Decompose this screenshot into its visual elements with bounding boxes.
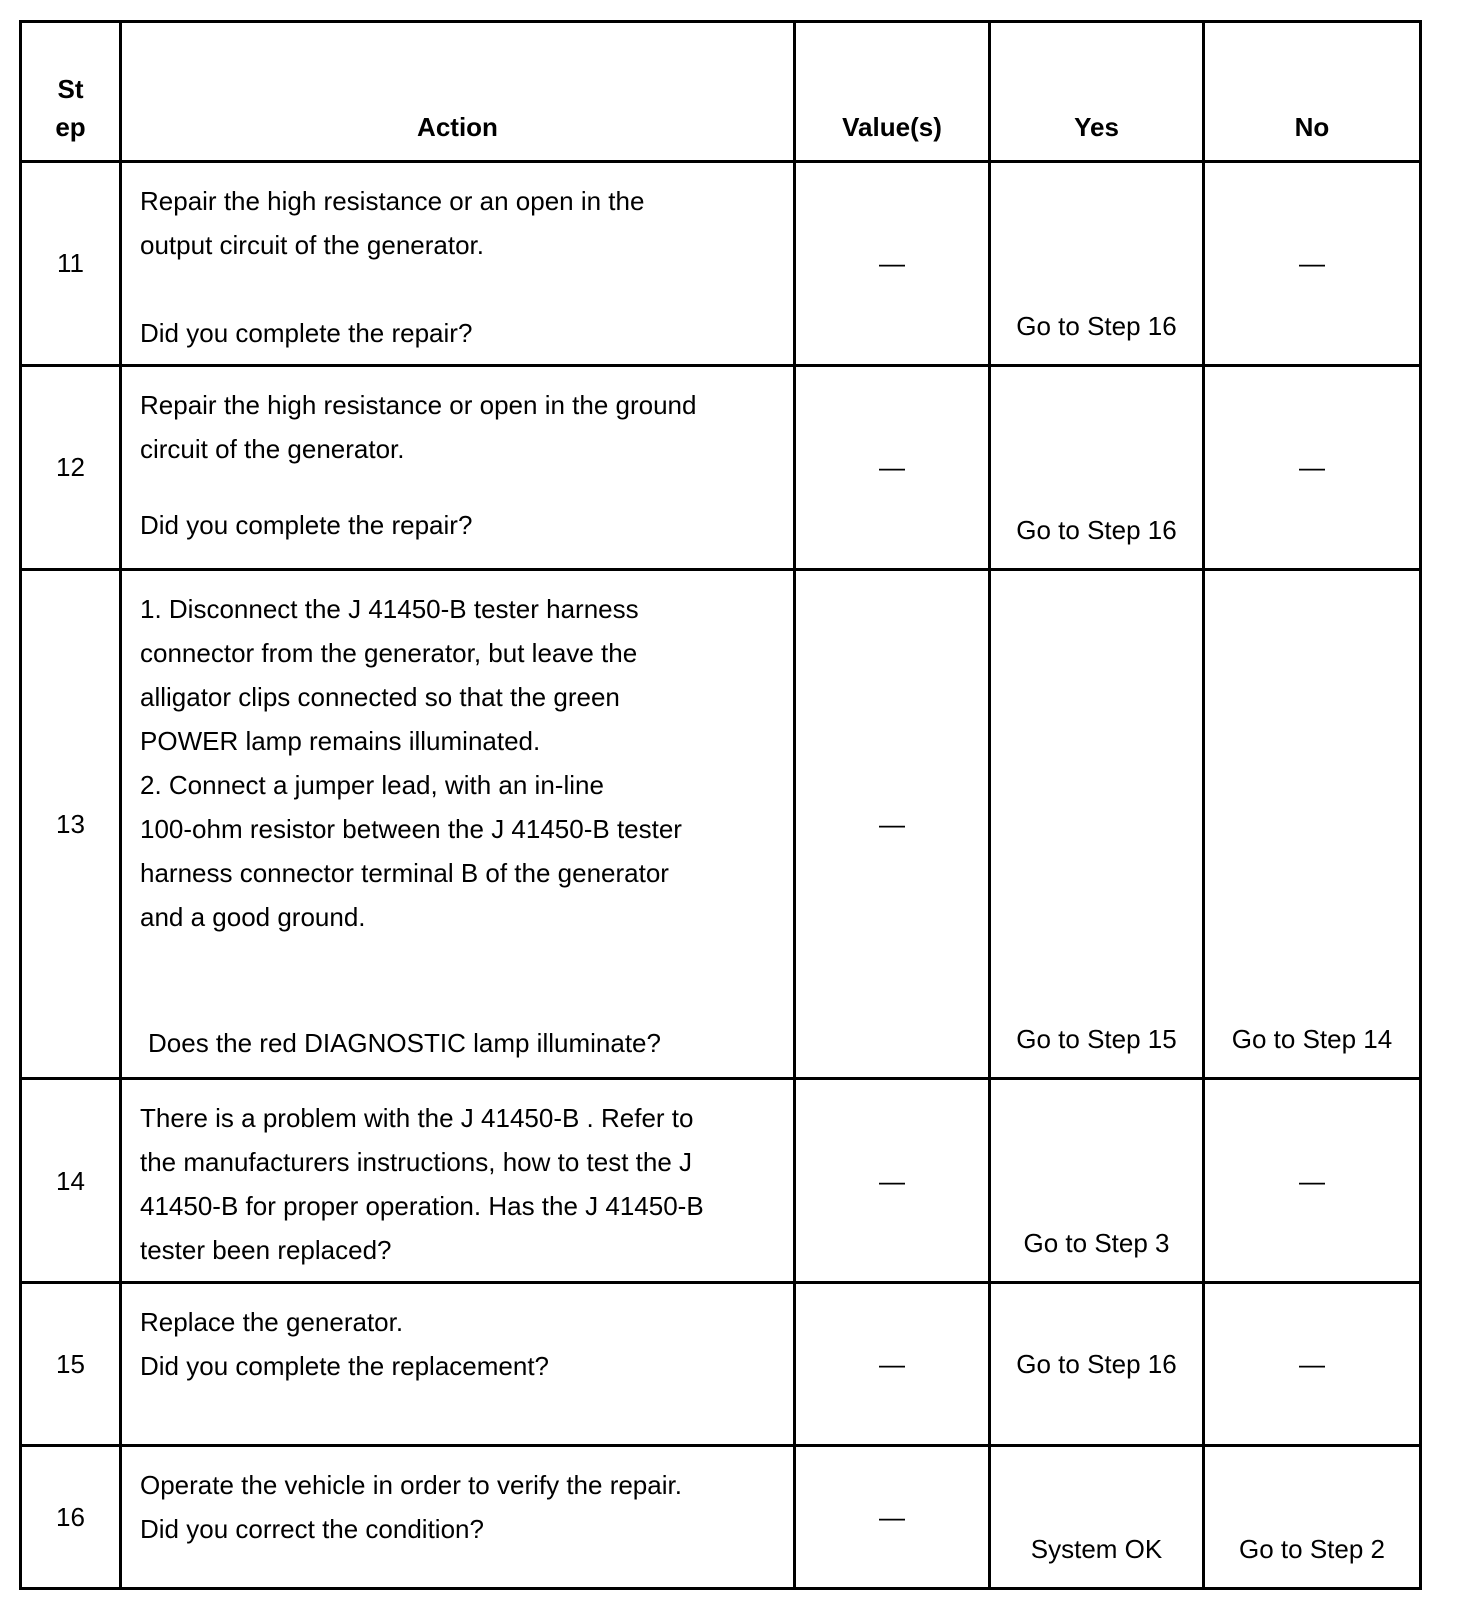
action-line: 1. Disconnect the J 41450-B tester harness — [140, 593, 639, 624]
yes-cell — [990, 1079, 1204, 1283]
action-question: Does the red DIAGNOSTIC lamp illuminate? — [148, 1027, 661, 1058]
action-cell — [121, 1446, 795, 1589]
step-number: 14 — [21, 1079, 121, 1283]
table-row — [21, 365, 1421, 569]
yes-cell — [990, 1446, 1204, 1589]
action-line: Did you complete the replacement? — [140, 1351, 550, 1382]
action-cell — [121, 1079, 795, 1283]
action-line: connector from the generator, but leave the — [140, 637, 638, 668]
step-number: 16 — [21, 1446, 121, 1589]
action-line: Did you correct the condition? — [140, 1514, 484, 1545]
action-line: tester been replaced? — [140, 1235, 392, 1266]
yes-link: Go to Step 3 — [1023, 1228, 1170, 1259]
action-line: There is a problem with the J 41450-B . Refer to — [140, 1103, 694, 1134]
header-no: No — [1204, 22, 1421, 162]
yes-link: Go to Step 16 — [1016, 1349, 1177, 1380]
value-cell: — — [795, 1079, 990, 1283]
header-action: Action — [121, 22, 795, 162]
value-cell: — — [795, 365, 990, 569]
action-line: 100-ohm resistor between the J 41450-B tester — [140, 813, 682, 844]
action-line: alligator clips connected so that the green — [140, 681, 620, 712]
yes-link: System OK — [1030, 1534, 1163, 1564]
yes-link: Go to Step 15 — [1016, 1024, 1177, 1055]
step-number: 13 — [21, 569, 121, 1079]
action-question: Did you complete the repair? — [140, 509, 473, 540]
no-cell: — — [1204, 162, 1421, 366]
value-cell: — — [795, 569, 990, 1079]
yes-cell — [990, 162, 1204, 366]
diagnostic-table — [19, 20, 1422, 1590]
header-yes: Yes — [990, 22, 1204, 162]
no-cell: — — [1204, 1283, 1421, 1446]
action-line: the manufacturers instructions, how to test the J — [140, 1147, 693, 1178]
yes-cell — [990, 365, 1204, 569]
no-cell: — — [1204, 365, 1421, 569]
no-link: Go to Step 2 — [1239, 1534, 1385, 1564]
value-cell: — — [795, 1446, 990, 1589]
action-cell — [121, 1283, 795, 1446]
action-question: Did you complete the repair? — [140, 318, 473, 348]
table-row — [21, 1079, 1421, 1283]
table-row — [21, 569, 1421, 1079]
action-line: Operate the vehicle in order to verify the repair. — [140, 1470, 682, 1501]
action-cell — [121, 569, 795, 1079]
action-cell — [121, 162, 795, 366]
value-cell: — — [795, 162, 990, 366]
action-line: and a good ground. — [140, 901, 366, 932]
action-cell — [121, 365, 795, 569]
action-line: 2. Connect a jumper lead, with an in-line — [140, 769, 604, 800]
table-row — [21, 1283, 1421, 1446]
table-row — [21, 162, 1421, 366]
step-number: 11 — [21, 162, 121, 366]
no-cell: — — [1204, 1079, 1421, 1283]
table-row — [21, 1446, 1421, 1589]
action-line: Repair the high resistance or an open in the — [140, 186, 645, 216]
action-line: 41450-B for proper operation. Has the J 41450-B — [140, 1191, 704, 1222]
table-header-row — [21, 22, 1421, 162]
action-line: POWER lamp remains illuminated. — [140, 725, 541, 756]
action-line: Replace the generator. — [140, 1307, 404, 1338]
value-cell: — — [795, 1283, 990, 1446]
header-step: St ep — [21, 22, 121, 162]
action-line: Repair the high resistance or open in the ground — [140, 389, 697, 420]
action-line: circuit of the generator. — [140, 433, 405, 464]
step-number: 12 — [21, 365, 121, 569]
yes-link: Go to Step 16 — [1016, 514, 1177, 545]
no-cell — [1204, 1446, 1421, 1589]
header-values: Value(s) — [795, 22, 990, 162]
yes-cell — [990, 1283, 1204, 1446]
no-link: Go to Step 14 — [1231, 1024, 1393, 1055]
yes-cell — [990, 569, 1204, 1079]
step-number: 15 — [21, 1283, 121, 1446]
action-line: harness connector terminal B of the generator — [140, 857, 669, 888]
no-cell — [1204, 569, 1421, 1079]
yes-link: Go to Step 16 — [1016, 310, 1177, 341]
action-line: output circuit of the generator. — [140, 230, 484, 260]
